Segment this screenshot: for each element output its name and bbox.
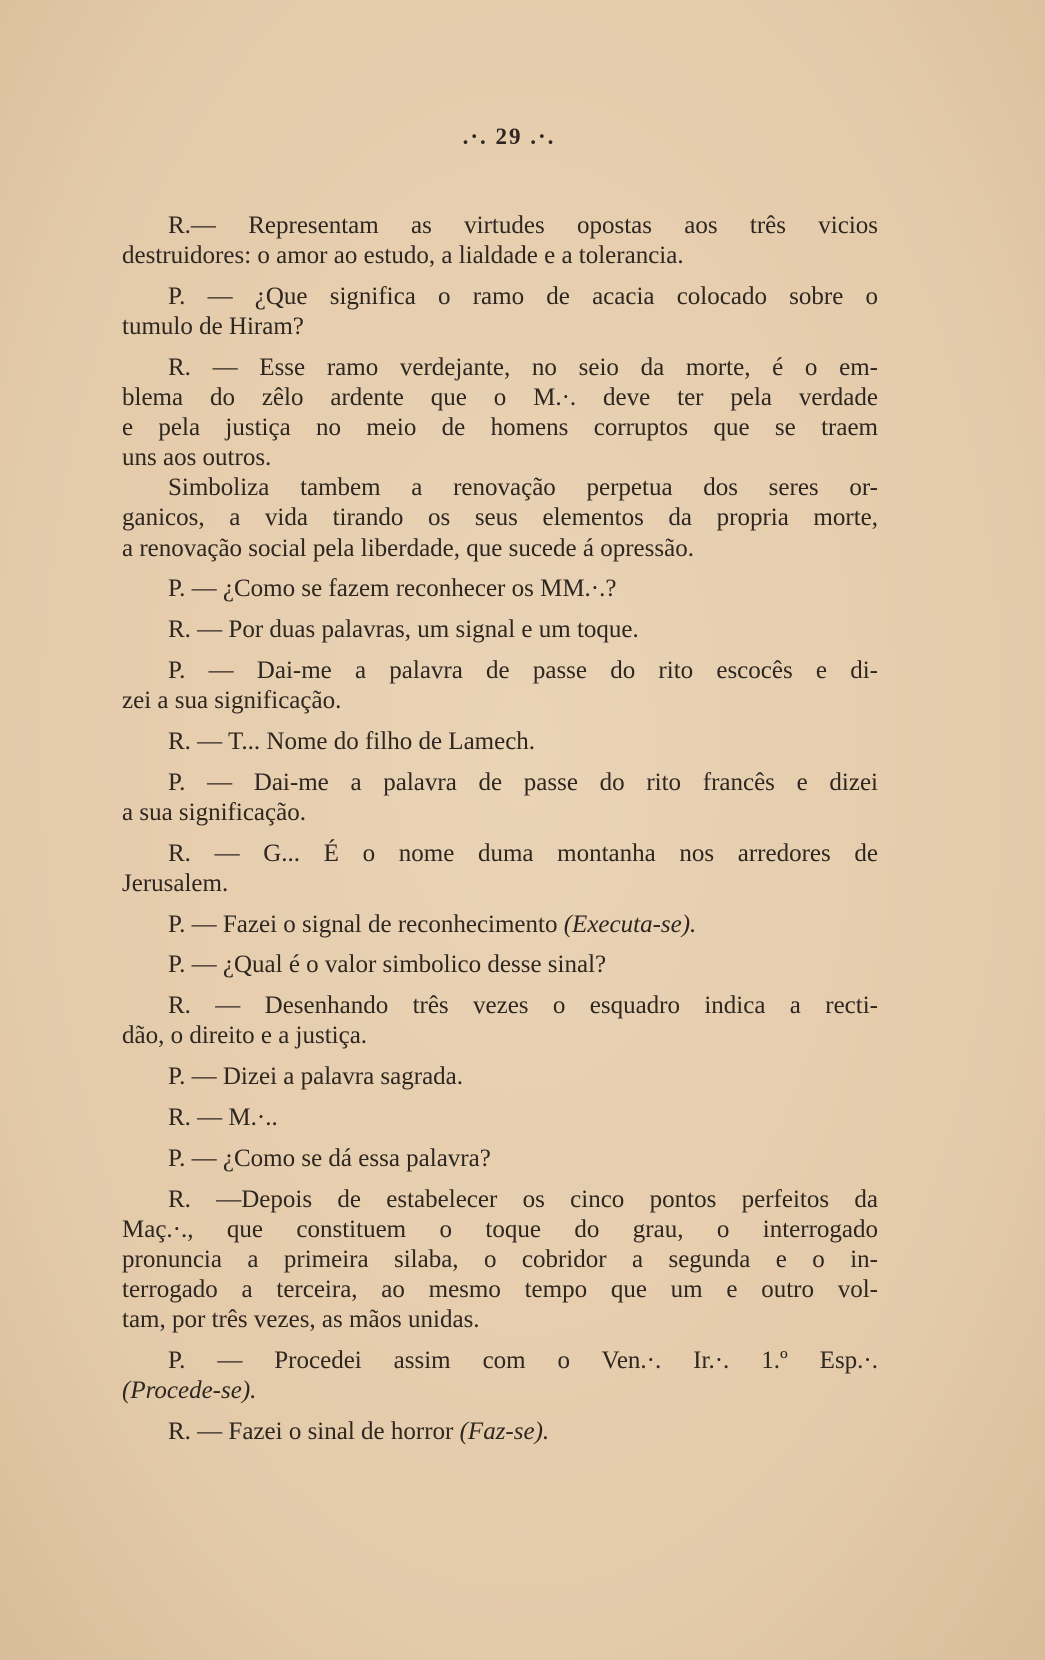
line-text: tam, por três vezes, as mãos unidas. xyxy=(122,1306,480,1334)
text-line xyxy=(122,1275,878,1305)
page-body-text xyxy=(122,200,878,1447)
text-line xyxy=(122,1305,878,1335)
paragraph xyxy=(122,1346,878,1406)
paragraph xyxy=(122,839,878,899)
text-line xyxy=(122,443,878,473)
paragraph xyxy=(122,991,878,1051)
text-line xyxy=(122,211,878,241)
line-text: zei a sua significação. xyxy=(122,687,342,715)
line-text: a sua significação. xyxy=(122,798,306,826)
text-line xyxy=(122,615,878,645)
text-line xyxy=(122,413,878,443)
paragraph xyxy=(122,211,878,271)
italic-stage-direction: (Faz-se). xyxy=(459,1418,550,1446)
text-line xyxy=(122,686,878,716)
italic-stage-direction: (Procede-se). xyxy=(122,1377,257,1405)
paragraph xyxy=(122,1062,878,1092)
text-line xyxy=(122,282,878,312)
text-line xyxy=(122,1376,878,1406)
text-line xyxy=(122,656,878,686)
text-line xyxy=(122,1062,878,1092)
paragraph xyxy=(122,574,878,604)
line-text: R. — M.·.. xyxy=(168,1104,278,1131)
text-line xyxy=(122,869,878,899)
line-text: R. — G... É o nome duma montanha nos arredores de xyxy=(168,839,878,867)
line-text: R. — Esse ramo verdejante, no seio da morte, é o em- xyxy=(168,353,878,381)
text-line xyxy=(122,503,878,533)
text-line xyxy=(122,1346,878,1376)
line-text: R.— Representam as virtudes opostas aos três vicios xyxy=(168,211,878,239)
paragraph xyxy=(122,473,878,564)
paragraph xyxy=(122,768,878,828)
line-text: Maç.·., que constituem o toque do grau, o interrogado xyxy=(122,1215,878,1243)
text-line xyxy=(122,574,878,604)
paragraph xyxy=(122,910,878,940)
text-line xyxy=(122,727,878,757)
line-text: a renovação social pela liberdade, que sucede á opressão. xyxy=(122,534,694,562)
line-text: pronuncia a primeira silaba, o cobridor a segunda e o in- xyxy=(122,1245,878,1273)
line-text: R. — Fazei o sinal de horror xyxy=(168,1418,460,1446)
paragraph xyxy=(122,950,878,980)
paragraph xyxy=(122,282,878,342)
text-line xyxy=(122,768,878,798)
text-line xyxy=(122,1245,878,1275)
text-line xyxy=(122,383,878,413)
line-text: uns aos outros. xyxy=(122,444,272,472)
paragraph xyxy=(122,1417,878,1447)
text-line xyxy=(122,798,878,828)
line-text: P. — Dai-me a palavra de passe do rito francês e dizei xyxy=(168,768,878,796)
line-text: ganicos, a vida tirando os seus elementos da propria morte, xyxy=(122,504,878,532)
text-line xyxy=(122,839,878,869)
line-text: P. — Dizei a palavra sagrada. xyxy=(168,1063,464,1091)
text-line xyxy=(122,312,878,342)
text-line xyxy=(122,353,878,383)
line-text: blema do zêlo ardente que o M.·. deve ter pela verdade xyxy=(122,383,878,411)
line-text: P. — ¿Qual é o valor simbolico desse sinal? xyxy=(168,951,607,979)
text-line xyxy=(122,473,878,503)
paragraph xyxy=(122,727,878,757)
paragraph xyxy=(122,656,878,716)
text-line xyxy=(122,950,878,980)
text-line xyxy=(122,991,878,1021)
paragraph xyxy=(122,1144,878,1174)
line-text: Simboliza tambem a renovação perpetua dos seres or- xyxy=(168,474,878,502)
paragraph xyxy=(122,615,878,645)
page-number: .·. 29 .·. xyxy=(462,124,556,149)
line-text: P. — Fazei o signal de reconhecimento xyxy=(168,910,564,938)
line-text: R. —Depois de estabelecer os cinco pontos perfeitos da xyxy=(168,1185,878,1213)
line-text: P. — ¿Como se fazem reconhecer os MM.·.? xyxy=(168,575,617,603)
paragraph xyxy=(122,353,878,474)
line-text: terrogado a terceira, ao mesmo tempo que um e outro vol- xyxy=(122,1276,878,1304)
line-text: R. — Desenhando três vezes o esquadro indica a recti- xyxy=(168,992,878,1020)
line-text: P. — Procedei assim com o Ven.·. Ir.·. 1.º Esp.·. xyxy=(168,1347,878,1375)
text-line xyxy=(122,1185,878,1215)
line-text: P. — Dai-me a palavra de passe do rito escocês e di- xyxy=(168,657,878,684)
line-text: R. — T... Nome do filho de Lamech. xyxy=(168,727,536,755)
line-text: P. — ¿Como se dá essa palavra? xyxy=(168,1144,491,1172)
italic-stage-direction: (Executa-se). xyxy=(563,910,697,938)
text-line xyxy=(122,241,878,271)
line-text: tumulo de Hiram? xyxy=(122,312,304,340)
text-line xyxy=(122,534,878,564)
line-text: P. — ¿Que significa o ramo de acacia colocado sobre o xyxy=(168,282,878,310)
text-line xyxy=(122,1417,878,1447)
line-text: destruidores: o amor ao estudo, a lialdade e a tolerancia. xyxy=(122,241,684,269)
line-text: dão, o direito e a justiça. xyxy=(122,1022,368,1050)
line-text: R. — Por duas palavras, um signal e um toque. xyxy=(168,616,639,644)
text-line xyxy=(122,1103,878,1133)
paragraph xyxy=(122,1185,878,1336)
line-text: e pela justiça no meio de homens corruptos que se traem xyxy=(122,413,878,441)
text-line xyxy=(122,1021,878,1051)
text-line xyxy=(122,910,878,940)
paragraph xyxy=(122,1103,878,1133)
text-line xyxy=(122,1144,878,1174)
line-text: Jerusalem. xyxy=(122,869,229,897)
text-line xyxy=(122,1215,878,1245)
